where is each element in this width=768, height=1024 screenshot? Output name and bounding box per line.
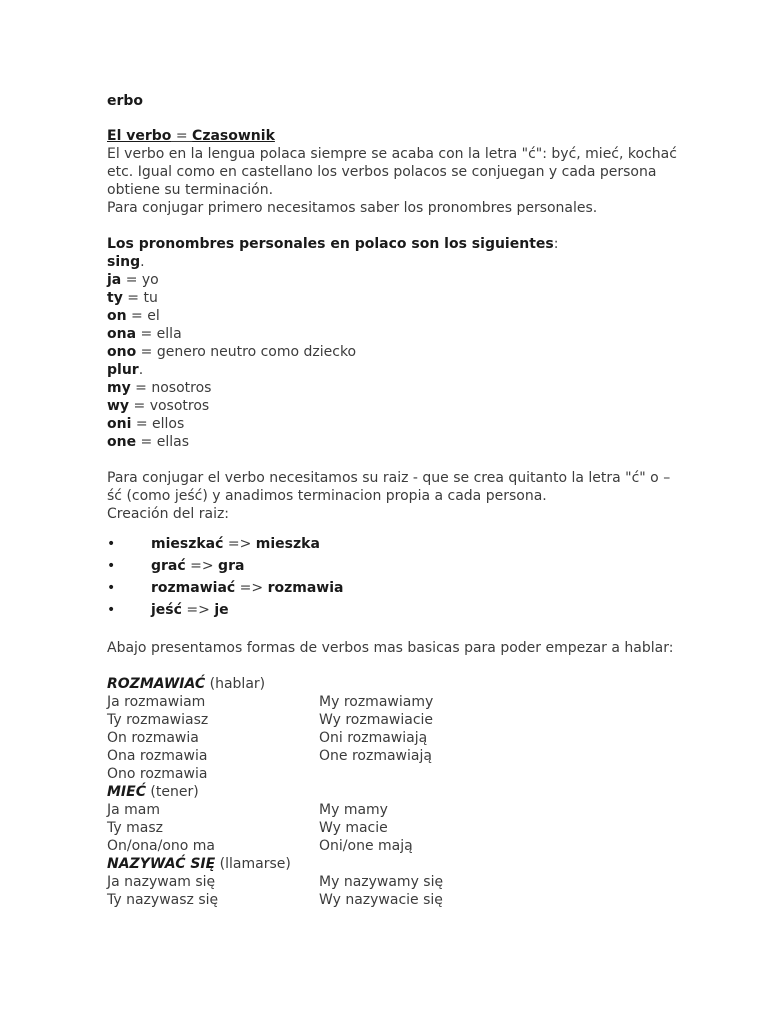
bullet-icon: • — [107, 580, 116, 596]
root-line: Para conjugar el verbo necesitamos su raiz - que se crea quitanto la letra "ć" o – — [107, 470, 671, 486]
conjugation-row: On rozmawia Oni rozmawiają — [107, 730, 428, 746]
intro-term: El verbo — [107, 128, 172, 144]
pronoun-row: ono = genero neutro como dziecko — [107, 344, 357, 360]
pronoun-row: ona = ella — [107, 326, 182, 342]
intro-eq: = — [171, 128, 193, 144]
conjugation-row: On/ona/ono ma Oni/one mają — [107, 838, 413, 854]
conjugation-row: Ja rozmawiam My rozmawiamy — [107, 694, 434, 710]
pronoun-row: on = el — [107, 308, 160, 324]
pronoun-row: oni = ellos — [107, 416, 185, 432]
list-item: • jeść => je — [107, 602, 229, 618]
intro-line: obtiene su terminación. — [107, 182, 274, 198]
document-body — [107, 92, 727, 909]
list-item: • mieszkać => mieszka — [107, 536, 320, 552]
list-item: • grać => gra — [107, 558, 245, 574]
page-heading: erbo — [107, 93, 144, 109]
root-line: ść (como jeść) y anadimos terminacion propia a cada persona. — [107, 488, 547, 504]
bullet-icon: • — [107, 602, 116, 618]
pronoun-row: my = nosotros — [107, 380, 212, 396]
intro-heading — [107, 127, 727, 145]
verb-heading: MIEĆ (tener) — [107, 784, 199, 800]
conjugation-row: Ona rozmawia One rozmawiają — [107, 748, 432, 764]
pronoun-row: ty = tu — [107, 290, 158, 306]
conjugation-row: Ty masz Wy macie — [107, 820, 388, 836]
pronoun-row: wy = vosotros — [107, 398, 210, 414]
conjugation-row: Ja mam My mamy — [107, 802, 388, 818]
pronoun-row: one = ellas — [107, 434, 189, 450]
intro-line: El verbo en la lengua polaca siempre se acaba con la letra "ć": być, mieć, kochać — [107, 146, 677, 162]
bullet-icon: • — [107, 536, 116, 552]
conjugation-row: Ono rozmawia — [107, 766, 208, 782]
pronoun-row: ja = yo — [107, 272, 159, 288]
verb-heading: NAZYWAĆ SIĘ (llamarse) — [107, 856, 291, 872]
plural-label: plur. — [107, 362, 144, 378]
conjugation-row: Ja nazywam się My nazywamy się — [107, 874, 444, 890]
root-line: Creación del raiz: — [107, 506, 230, 522]
intro-translation: Czasownik — [192, 128, 275, 144]
verb-heading: ROZMAWIAĆ (hablar) — [107, 676, 266, 692]
singular-label: sing. — [107, 254, 145, 270]
root-bullet-list — [107, 533, 727, 621]
conjugation-row: Ty rozmawiasz Wy rozmawiacie — [107, 712, 434, 728]
basics-intro: Abajo presentamos formas de verbos mas basicas para poder empezar a hablar: — [107, 640, 674, 656]
intro-line: etc. Igual como en castellano los verbos polacos se conjuegan y cada persona — [107, 164, 657, 180]
list-item: • rozmawiać => rozmawia — [107, 580, 344, 596]
intro-line: Para conjugar primero necesitamos saber los pronombres personales. — [107, 200, 598, 216]
pronouns-title: Los pronombres personales en polaco son los siguientes: — [107, 236, 559, 252]
bullet-icon: • — [107, 558, 116, 574]
conjugation-row: Ty nazywasz się Wy nazywacie się — [107, 892, 443, 908]
